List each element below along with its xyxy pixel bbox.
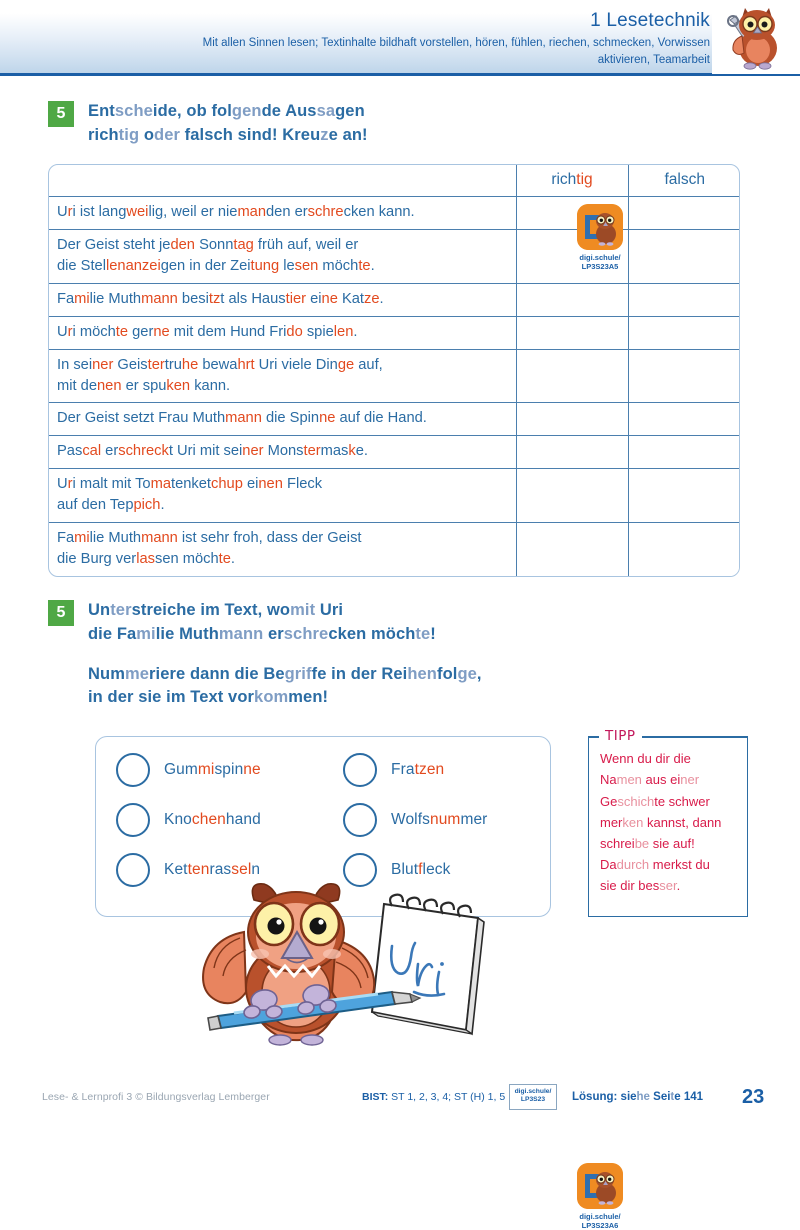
falsch-checkbox-cell[interactable] [628,316,740,349]
digi-schule-badge-label: digi.schule/ LP3S23A5 [579,253,621,272]
word-label: Wolfsnummer [391,811,488,829]
falsch-checkbox-cell[interactable] [628,403,740,436]
falsch-checkbox-cell[interactable] [628,230,740,284]
footer-bist-label: BIST: [362,1091,389,1103]
digi-schule-owl-icon [577,1163,623,1209]
statement-cell: In seiner Geistertruhe bewahrt Uri viele Dinge auf, mit denen er spuken kann. [49,349,516,403]
falsch-checkbox-cell[interactable] [628,522,740,575]
owl-writing-with-pen-and-notepad [196,880,496,1065]
exercise-2-instruction-group [88,599,482,711]
falsch-checkbox-cell[interactable] [628,197,740,230]
richtig-checkbox-cell[interactable] [516,522,628,575]
statement-cell: Uri möchte gerne mit dem Hund Frido spielen. [49,316,516,349]
table-row [49,230,740,284]
table-header-blank [49,165,516,197]
tipp-text [589,736,747,895]
table-header-row [49,165,740,197]
word-item-gummispinne[interactable] [96,753,323,787]
tipp-title: TIPP [605,728,636,745]
digi-schule-badge-label: digi.schule/ LP3S23A6 [579,1211,621,1230]
tipp-line: Geschichte schwer [600,793,710,809]
owl-with-wrench-icon [712,2,794,74]
header-text-block [170,10,710,68]
instruction-line-1: Nummeriere dann die Begriffe in der Reihenfolge, [88,664,482,683]
table-row [49,469,740,523]
table-row [49,403,740,436]
exercise-2-instruction-b [88,663,482,711]
page-title: 1 Lesetechnik [590,10,710,31]
statement-cell: Uri ist langweilig, weil er niemanden erschrecken kann. [49,197,516,230]
statement-cell: Uri malt mit Tomatenketchup einen Fleck auf den Teppich. [49,469,516,523]
footer-badge-line-2: LP3S23 [520,1096,546,1104]
word-label: Blutfleck [391,861,451,879]
tipp-rule-right [642,736,747,738]
tipp-line: Namen aus einer [600,772,700,788]
table-row [49,436,740,469]
table-row [49,197,740,230]
table-row [49,316,740,349]
digi-schule-owl-icon [577,204,623,250]
word-grid [96,753,550,887]
tipp-box [588,728,748,917]
exercise-block-1 [0,100,800,577]
instruction-line-2: richtig oder falsch sind! Kreuze an! [88,125,368,144]
table-row [49,522,740,575]
statement-cell: Der Geist steht jeden Sonntag früh auf, weil er die Stellenanzeigen in der Zeitung lesen möchte. [49,230,516,284]
true-false-table-container [48,164,740,577]
statement-cell: Familie Muthmann besitzt als Haustier eine Katze. [49,283,516,316]
footer-solution-reference: Lösung: siehe Seite 141 [572,1091,704,1103]
tipp-top-border [589,728,747,745]
number-circle[interactable] [116,753,150,787]
falsch-checkbox-cell[interactable] [628,283,740,316]
instruction-line-2: die Familie Muthmann erschrecken möchte! [88,624,436,643]
tipp-line: schreibe sie auf! [600,835,695,851]
word-item-knochenhand[interactable] [96,803,323,837]
falsch-checkbox-cell[interactable] [628,469,740,523]
page-footer [0,1080,800,1114]
page-subtitle: Mit allen Sinnen lesen; Textinhalte bildhaft vorstellen, hören, fühlen, riechen, schmecken, Vorwissen aktivieren, Teamarbeit [202,36,710,66]
number-circle[interactable] [116,803,150,837]
word-label: Knochenhand [164,811,261,829]
falsch-checkbox-cell[interactable] [628,349,740,403]
number-circle[interactable] [343,803,377,837]
exercise-2-heading [0,599,800,711]
digi-schule-badge-a5[interactable] [572,204,628,272]
richtig-checkbox-cell[interactable] [516,283,628,316]
richtig-checkbox-cell[interactable] [516,469,628,523]
word-label: Gummispinne [164,761,261,779]
instruction-line-1: Unterstreiche im Text, womit Uri [88,600,344,619]
richtig-checkbox-cell[interactable] [516,436,628,469]
statement-cell: Pascal erschreckt Uri mit seiner Monstermaske. [49,436,516,469]
tipp-rule-left [589,736,599,738]
exercise-1-heading [0,100,800,148]
footer-copyright: Lese- & Lernprofi 3 © Bildungsverlag Lemberger [42,1091,270,1103]
footer-bist-value: ST 1, 2, 3, 4; ST (H) 1, 5 [391,1091,506,1103]
tipp-line: merken kannst, dann [600,814,722,830]
page-header [0,0,800,76]
exercise-1-instruction [88,100,368,148]
digi-schule-badge-a6[interactable] [572,1163,628,1230]
tipp-line: Wenn du dir die [600,751,691,767]
exercise-number-badge: 5 [48,101,74,127]
richtig-checkbox-cell[interactable] [516,316,628,349]
number-circle[interactable] [116,853,150,887]
word-item-wolfsnummer[interactable] [323,803,550,837]
word-label: Fratzen [391,761,445,779]
table-header-falsch: falsch [628,165,740,197]
word-item-fratzen[interactable] [323,753,550,787]
true-false-table [49,165,740,576]
richtig-checkbox-cell[interactable] [516,403,628,436]
instruction-line-1: Entscheide, ob folgende Aussagen [88,102,365,120]
exercise-number-badge: 5 [48,600,74,626]
word-label: Kettenrasseln [164,861,261,879]
footer-badge-line-1: digi.schule/ [514,1088,552,1095]
exercise-2-instruction-a [88,599,482,647]
footer-bist [362,1091,505,1103]
statement-cell: Familie Muthmann ist sehr froh, dass der Geist die Burg verlassen möchte. [49,522,516,575]
table-row [49,283,740,316]
table-header-richtig: richtig [516,165,628,197]
falsch-checkbox-cell[interactable] [628,436,740,469]
table-row [49,349,740,403]
footer-page-number: 23 [742,1085,765,1108]
statement-cell: Der Geist setzt Frau Muthmann die Spinne auf die Hand. [49,403,516,436]
tipp-line: Dadurch merkst du [600,856,710,872]
instruction-line-2: in der sie im Text vorkommen! [88,688,329,707]
number-circle[interactable] [343,753,377,787]
richtig-checkbox-cell[interactable] [516,349,628,403]
footer-digi-schule-badge[interactable] [509,1084,557,1110]
tipp-line: sie dir besser. [600,877,681,893]
